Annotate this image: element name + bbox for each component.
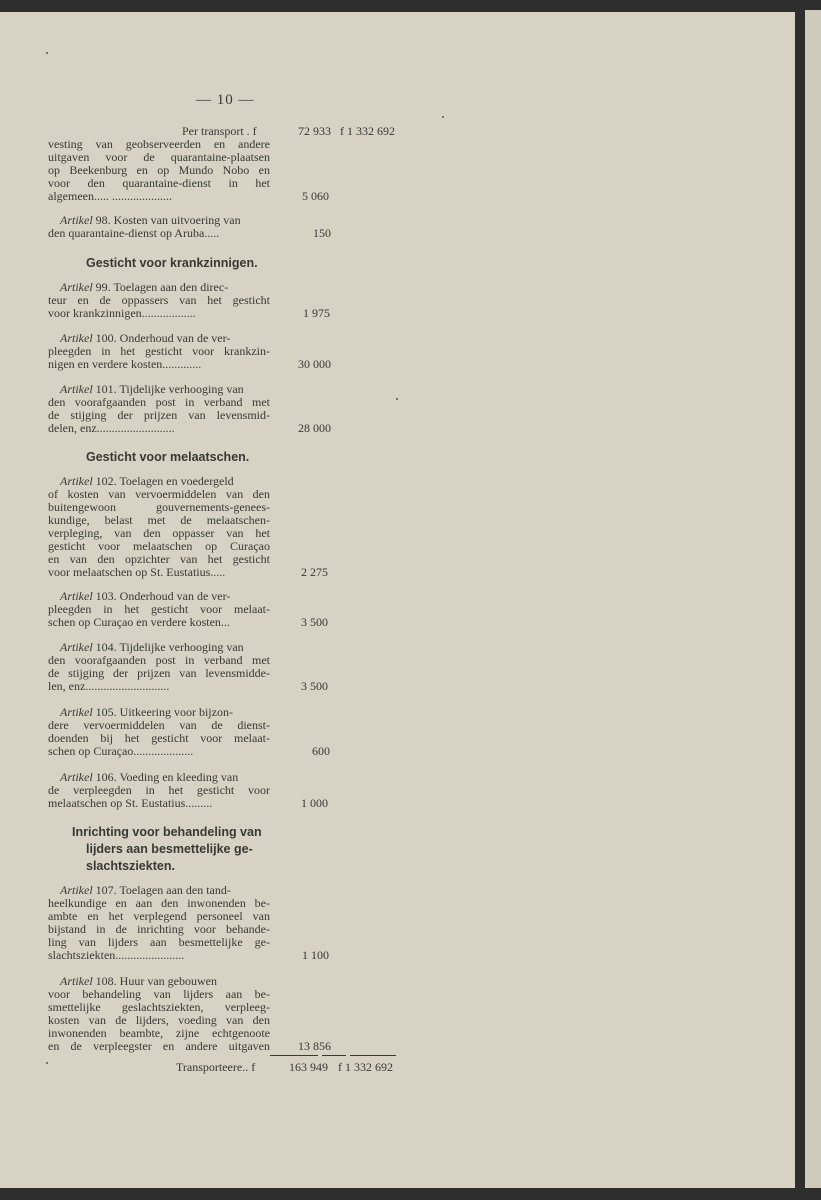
b8-amount: 3 500	[301, 679, 328, 693]
b10-line-1: Artikel 106. Voeding en kleeding van	[60, 771, 239, 784]
b4-line-1: Artikel 100. Onderhoud van de ver-	[60, 332, 231, 345]
b7-line-2: pleegden in het gesticht voor melaat-	[48, 603, 270, 616]
b11-line-2: heelkundige en aan den inwonenden be-	[48, 897, 270, 910]
paper-speck	[396, 398, 398, 400]
b11-line-4: bijstand in de inrichting voor behande-	[48, 923, 270, 936]
b6-line-1: Artikel 102. Toelagen en voedergeld	[60, 475, 234, 488]
scan-border-top	[0, 0, 821, 12]
b3-line-2: teur en de oppassers van het gesticht	[48, 294, 270, 307]
b5-line-1: Artikel 101. Tijdelijke verhooging van	[60, 383, 244, 396]
b3-amount: 1 975	[303, 306, 330, 320]
sum-rule-2	[322, 1055, 346, 1056]
b12-line-4: kosten van de lijders, voeding van den	[48, 1014, 270, 1027]
b12-line-6: en de verpleegster en andere uitgaven	[48, 1040, 270, 1053]
b10-line-3: melaatschen op St. Eustatius.........	[48, 797, 213, 810]
b6-line-6: gesticht voor melaatschen op Curaçao	[48, 540, 270, 553]
b1-line-2: uitgaven voor de quarantaine-plaatsen	[48, 151, 270, 164]
b11-line-5: ling van lijders aan besmettelijke ge-	[48, 936, 270, 949]
b8-line-4: len, enz............................	[48, 680, 170, 693]
heading-geslachtsziekten-3: slachtsziekten.	[86, 859, 175, 873]
b8-line-2: den voorafgaanden post in verband met	[48, 654, 270, 667]
b4-line-3: nigen en verdere kosten.............	[48, 358, 202, 371]
b11-line-6: slachtsziekten.......................	[48, 949, 185, 962]
b12-line-5: inwonenden beambte, zijne echtgenoote	[48, 1027, 270, 1040]
per-transport-label: Per transport . f	[182, 124, 257, 138]
paper-speck	[46, 1062, 48, 1064]
b9-line-2: dere vervoermiddelen van de dienst-	[48, 719, 270, 732]
page-number: — 10 —	[196, 92, 255, 108]
b10-amount: 1 000	[301, 796, 328, 810]
b11-amount: 1 100	[302, 948, 329, 962]
heading-geslachtsziekten-1: Inrichting voor behandeling van	[72, 825, 262, 839]
b6-line-2: of kosten van vervoermiddelen van den	[48, 488, 270, 501]
b12-line-3: smettelijke geslachtsziekten, verpleeg-	[48, 1001, 270, 1014]
b7-amount: 3 500	[301, 615, 328, 629]
heading-krankzinnigen: Gesticht voor krankzinnigen.	[86, 256, 258, 270]
b6-line-5: verpleging, van den oppasser van het	[48, 527, 270, 540]
b12-line-2: voor behandeling van lijders aan be-	[48, 988, 270, 1001]
b9-line-3: doenden bij het gesticht voor melaat-	[48, 732, 270, 745]
b6-amount: 2 275	[301, 565, 328, 579]
b9-line-1: Artikel 105. Uitkeering voor bijzon-	[60, 706, 233, 719]
b4-amount: 30 000	[298, 357, 331, 371]
b9-line-4: schen op Curaçao....................	[48, 745, 194, 758]
b1-amount: 5 060	[302, 189, 329, 203]
paper-speck	[442, 116, 444, 118]
b11-line-1: Artikel 107. Toelagen aan den tand-	[60, 884, 231, 897]
b12-line-1: Artikel 108. Huur van gebouwen	[60, 975, 217, 988]
adjacent-page-edge	[805, 10, 821, 1188]
b8-line-3: de stijging der prijzen van levensmidde-	[48, 667, 270, 680]
b1-line-4: voor den quarantaine-dienst in het	[48, 177, 270, 190]
b1-line-3: op Beekenburg en op Mundo Nobo en	[48, 164, 270, 177]
b2-amount: 150	[313, 226, 331, 240]
b6-line-8: voor melaatschen op St. Eustatius.....	[48, 566, 226, 579]
b7-line-1: Artikel 103. Onderhoud van de ver-	[60, 590, 231, 603]
b5-amount: 28 000	[298, 421, 331, 435]
b10-line-2: de verpleegden in het gesticht voor	[48, 784, 270, 797]
b4-line-2: pleegden in het gesticht voor krankzin-	[48, 345, 270, 358]
b9-amount: 600	[312, 744, 330, 758]
b3-line-1: Artikel 99. Toelagen aan den direc-	[60, 281, 229, 294]
b5-line-4: delen, enz..........................	[48, 422, 175, 435]
b12-amount: 13 856	[298, 1039, 331, 1053]
per-transport-col1: 72 933	[298, 124, 331, 138]
b6-line-7: en van den opzichter van het gesticht	[48, 553, 270, 566]
transporteere-col1: 163 949	[289, 1060, 328, 1074]
b2-line-1: Artikel 98. Kosten van uitvoering van	[60, 214, 241, 227]
b7-line-3: schen op Curaçao en verdere kosten...	[48, 616, 230, 629]
b6-line-3: buitengewoon gouvernements-genees-	[48, 501, 270, 514]
b1-line-5: algemeen..... ....................	[48, 190, 172, 203]
b3-line-3: voor krankzinnigen..................	[48, 307, 196, 320]
b8-line-1: Artikel 104. Tijdelijke verhooging van	[60, 641, 244, 654]
heading-melaatschen: Gesticht voor melaatschen.	[86, 450, 250, 464]
b5-line-2: den voorafgaanden post in verband met	[48, 396, 270, 409]
heading-geslachtsziekten-2: lijders aan besmettelijke ge-	[86, 842, 253, 856]
b2-line-2: den quarantaine-dienst op Aruba.....	[48, 227, 220, 240]
b5-line-3: de stijging der prijzen van levensmid-	[48, 409, 270, 422]
b6-line-4: kundige, belast met de melaatschen-	[48, 514, 270, 527]
sum-rule-1	[270, 1055, 318, 1056]
transporteere-col2: f 1 332 692	[338, 1060, 393, 1074]
b11-line-3: ambte en het verplegend personeel van	[48, 910, 270, 923]
transporteere-label: Transporteere.. f	[176, 1060, 256, 1074]
sum-rule-3	[350, 1055, 396, 1056]
b1-line-1: vesting van geobserveerden en andere	[48, 138, 270, 151]
per-transport-col2: f 1 332 692	[340, 124, 395, 138]
paper-speck	[46, 52, 48, 54]
